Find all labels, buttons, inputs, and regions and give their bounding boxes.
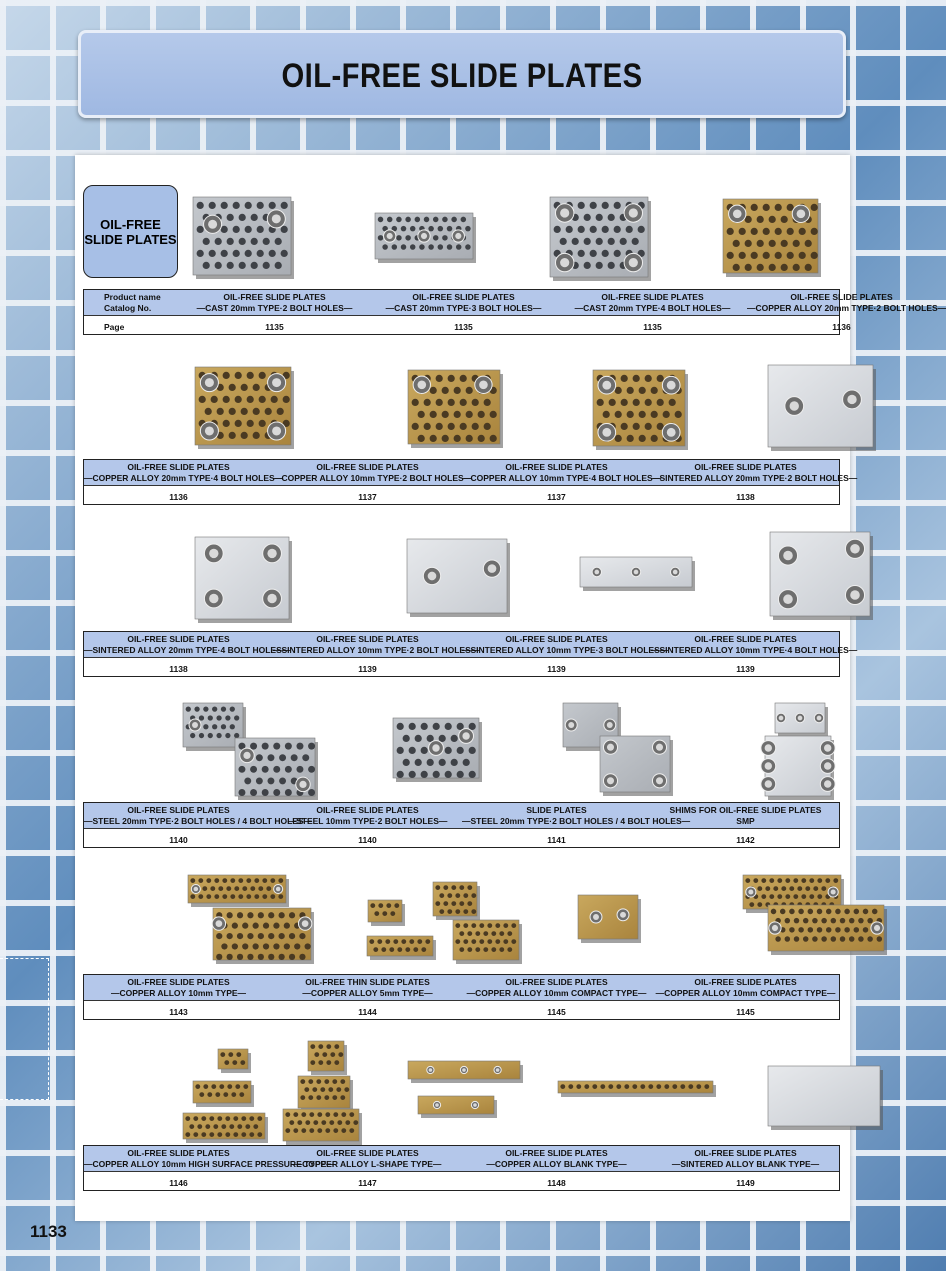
product-info-cell[interactable]: [84, 632, 291, 678]
sintered-blank-image[interactable]: [703, 1041, 893, 1141]
copper-thin-icon: [453, 920, 522, 964]
shim-icon: [775, 703, 828, 737]
product-info-cell[interactable]: [462, 1146, 651, 1192]
steel-plates-pair-image[interactable]: [173, 698, 363, 798]
copper-plate-icon: [195, 367, 294, 449]
shim-icon: [761, 736, 835, 800]
product-spec: —SINTERED ALLOY 10mm TYPE·3 BOLT HOLES—: [462, 645, 669, 655]
product-spec: —COPPER ALLOY 10mm COMPACT TYPE—: [466, 988, 647, 998]
product-info-cell[interactable]: [180, 290, 369, 336]
product-spec: —COPPER ALLOY 10mm HIGH SURFACE PRESSURE TYPE—: [84, 1159, 335, 1169]
product-spec: —COPPER ALLOY BLANK TYPE—: [486, 1159, 627, 1169]
product-page: 1137: [547, 492, 566, 502]
product-info-cell[interactable]: [462, 460, 662, 506]
copper-hp-icon: [308, 1041, 347, 1075]
product-info-cell[interactable]: [651, 803, 840, 849]
copper-compact-pair-image[interactable]: [703, 870, 893, 970]
copper-plate-icon: [723, 199, 821, 277]
product-page: 1138: [736, 492, 755, 502]
product-page: 1144: [358, 1007, 377, 1017]
product-spec: —COPPER ALLOY L-SHAPE TYPE—: [293, 1159, 442, 1169]
catalog-panel: [75, 155, 946, 1221]
margin-dashed-frame: [0, 958, 49, 1100]
product-page: 1138: [169, 664, 188, 674]
category-label-line1: OIL-FREE: [100, 216, 161, 232]
product-page: 1140: [169, 835, 188, 845]
info-header-labels: [84, 290, 180, 336]
copper-10mm-pair-image[interactable]: [173, 870, 363, 970]
product-page: 1141: [547, 835, 566, 845]
copper-plate-icon: [408, 370, 503, 448]
sintered-plate-icon: [195, 537, 292, 623]
product-page: 1139: [736, 664, 755, 674]
product-name: OIL-FREE SLIDE PLATES: [694, 634, 797, 644]
product-info-cell[interactable]: [273, 460, 473, 506]
product-page: 1147: [358, 1178, 377, 1188]
steel-slide-plates-pair-image[interactable]: [538, 698, 728, 798]
page-number: 1133: [30, 1222, 67, 1241]
product-info-cell[interactable]: [558, 290, 747, 336]
product-images: [83, 527, 840, 627]
copper-thin-set-image[interactable]: [363, 870, 553, 970]
copper-plate-10mm-2-holes-image[interactable]: [363, 355, 553, 455]
product-page: 1137: [358, 492, 377, 502]
product-spec: —COPPER ALLOY 10mm TYPE·2 BOLT HOLES—: [273, 473, 473, 483]
product-info-cell[interactable]: [273, 632, 480, 678]
product-name: OIL-FREE SLIDE PLATES: [694, 977, 797, 987]
product-info-cell[interactable]: [273, 1146, 462, 1192]
product-name: OIL-FREE SLIDE PLATES: [505, 977, 608, 987]
product-name-label: Product name: [104, 292, 161, 302]
product-spec: —STEEL 20mm TYPE·2 BOLT HOLES / 4 BOLT HOLES—: [84, 816, 313, 826]
sintered-plate-icon: [768, 365, 876, 451]
product-name: OIL-FREE THIN SLIDE PLATES: [305, 977, 430, 987]
copper-plate-10mm-4-holes-image[interactable]: [538, 355, 728, 455]
cast-plate-2-holes-image[interactable]: [173, 185, 363, 285]
copper-plate-icon: [188, 875, 289, 907]
product-images: [83, 355, 840, 455]
product-name: OIL-FREE SLIDE PLATES: [316, 634, 419, 644]
copper-blank-strip-image[interactable]: [538, 1041, 728, 1141]
product-name: OIL-FREE SLIDE PLATES: [505, 1148, 608, 1158]
product-page: 1136: [169, 492, 188, 502]
sintered-plate-4-holes-image[interactable]: [173, 527, 363, 627]
product-spec: —STEEL 10mm TYPE·2 BOLT HOLES—: [287, 816, 448, 826]
product-info-cell[interactable]: [462, 632, 669, 678]
product-info-cell[interactable]: [84, 460, 284, 506]
product-info-band: [83, 1145, 840, 1191]
page-label: Page: [104, 322, 125, 332]
product-name: OIL-FREE SLIDE PLATES: [127, 1148, 230, 1158]
product-info-band: [83, 631, 858, 677]
sintered-plate-icon: [407, 539, 510, 617]
product-spec: —SINTERED ALLOY 20mm TYPE·2 BOLT HOLES—: [651, 473, 858, 483]
product-spec: —SINTERED ALLOY 10mm TYPE·4 BOLT HOLES—: [651, 645, 858, 655]
product-name: OIL-FREE SLIDE PLATES: [223, 292, 326, 302]
product-page: 1142: [736, 835, 755, 845]
product-name: OIL-FREE SLIDE PLATES: [316, 805, 419, 815]
product-spec: —COPPER ALLOY 20mm TYPE·4 BOLT HOLES—: [84, 473, 284, 483]
copper-high-pressure-set-image[interactable]: [173, 1041, 363, 1141]
product-images: [83, 185, 840, 285]
copper-plate-icon: [593, 370, 688, 450]
copper-l-icon: [418, 1096, 497, 1118]
copper-hp-icon: [193, 1081, 254, 1107]
steel-plate-icon: [235, 738, 318, 800]
cast-plate-icon: [193, 197, 294, 279]
product-info-cell[interactable]: [84, 1146, 335, 1192]
product-info-cell[interactable]: [462, 803, 691, 849]
product-spec: —SINTERED ALLOY 20mm TYPE·4 BOLT HOLES—: [84, 645, 291, 655]
product-name: OIL-FREE SLIDE PLATES: [601, 292, 704, 302]
product-page: 1149: [736, 1178, 755, 1188]
copper-compact-icon: [578, 895, 641, 943]
copper-plate-4-holes-image[interactable]: [173, 355, 363, 455]
copper-plate-icon: [212, 908, 314, 964]
title-banner: [78, 30, 846, 118]
product-spec: —COPPER ALLOY 10mm TYPE·4 BOLT HOLES—: [462, 473, 662, 483]
sintered-plate-10mm-4-holes-image[interactable]: [703, 527, 893, 627]
sintered-plate-2-holes-image[interactable]: [703, 355, 893, 455]
product-info-band: [83, 289, 946, 335]
product-page: 1145: [736, 1007, 755, 1017]
product-info-cell[interactable]: [651, 632, 858, 678]
product-info-cell[interactable]: [273, 803, 462, 849]
copper-l-shape-image[interactable]: [363, 1041, 553, 1141]
copper-thin-icon: [433, 882, 480, 920]
product-info-cell[interactable]: [651, 460, 858, 506]
product-info-band: [83, 802, 840, 848]
product-name: OIL-FREE SLIDE PLATES: [316, 1148, 419, 1158]
sintered-plate-10mm-2-holes-image[interactable]: [363, 527, 553, 627]
product-info-band: [83, 974, 840, 1020]
product-spec: —CAST 20mm TYPE·4 BOLT HOLES—: [574, 303, 731, 313]
product-name: OIL-FREE SLIDE PLATES: [412, 292, 515, 302]
product-name: OIL-FREE SLIDE PLATES: [316, 462, 419, 472]
category-label-line2: SLIDE PLATES: [84, 231, 177, 247]
product-name: OIL-FREE SLIDE PLATES: [127, 805, 230, 815]
product-name: OIL-FREE SLIDE PLATES: [127, 462, 230, 472]
product-name: OIL-FREE SLIDE PLATES: [127, 634, 230, 644]
product-info-cell[interactable]: [84, 803, 313, 849]
product-spec: —COPPER ALLOY 10mm COMPACT TYPE—: [655, 988, 836, 998]
shims-image[interactable]: [703, 698, 893, 798]
cast-plate-3-holes-image[interactable]: [363, 185, 553, 285]
product-page: 1139: [547, 664, 566, 674]
product-spec: —COPPER ALLOY 5mm TYPE—: [302, 988, 433, 998]
product-info-cell[interactable]: [84, 975, 273, 1021]
product-spec: —COPPER ALLOY 10mm TYPE—: [110, 988, 247, 998]
product-images: [83, 870, 840, 970]
product-page: 1135: [643, 322, 662, 332]
catalog-no-label: Catalog No.: [104, 303, 152, 313]
product-name: OIL-FREE SLIDE PLATES: [505, 462, 608, 472]
copper-l-icon: [408, 1061, 523, 1083]
steel-plate-10mm-image[interactable]: [363, 698, 553, 798]
product-name: OIL-FREE SLIDE PLATES: [790, 292, 893, 302]
product-name: OIL-FREE SLIDE PLATES: [505, 634, 608, 644]
product-page: 1146: [169, 1178, 188, 1188]
product-info-cell[interactable]: [273, 975, 462, 1021]
product-spec: —SINTERED ALLOY 10mm TYPE·2 BOLT HOLES—: [273, 645, 480, 655]
product-name: OIL-FREE SLIDE PLATES: [694, 462, 797, 472]
product-page: 1148: [547, 1178, 566, 1188]
sintered-blank-icon: [768, 1066, 883, 1130]
product-page: 1135: [454, 322, 473, 332]
copper-blank-icon: [558, 1081, 716, 1097]
product-name: SLIDE PLATES: [526, 805, 587, 815]
cast-plate-icon: [375, 213, 476, 263]
steel-plate-icon: [393, 718, 482, 782]
product-images: [83, 698, 840, 798]
cast-plate-icon: [550, 197, 651, 281]
product-page: 1143: [169, 1007, 188, 1017]
product-page: 1140: [358, 835, 377, 845]
product-page: 1145: [547, 1007, 566, 1017]
product-spec: —CAST 20mm TYPE·2 BOLT HOLES—: [196, 303, 353, 313]
page-title: OIL-FREE SLIDE PLATES: [281, 57, 643, 95]
copper-thin-icon: [368, 900, 405, 926]
cast-plate-4-holes-image[interactable]: [538, 185, 728, 285]
product-name: OIL-FREE SLIDE PLATES: [694, 1148, 797, 1158]
product-name: SHIMS FOR OIL-FREE SLIDE PLATES: [669, 805, 822, 815]
product-info-cell[interactable]: [369, 290, 558, 336]
product-name: OIL-FREE SLIDE PLATES: [127, 977, 230, 987]
copper-hp-icon: [298, 1076, 353, 1112]
product-info-cell[interactable]: [462, 975, 651, 1021]
product-page: 1135: [265, 322, 284, 332]
product-spec: —SINTERED ALLOY BLANK TYPE—: [671, 1159, 820, 1169]
product-spec: SMP: [736, 816, 755, 826]
sintered-strip-3-holes-image[interactable]: [538, 527, 728, 627]
product-page: 1139: [358, 664, 377, 674]
copper-thin-icon: [367, 936, 436, 960]
copper-hp-icon: [183, 1113, 268, 1143]
copper-plate-2-holes-image[interactable]: [703, 185, 893, 285]
product-info-cell[interactable]: [651, 1146, 840, 1192]
copper-hp-icon: [283, 1109, 362, 1145]
product-info-cell[interactable]: [651, 975, 840, 1021]
steel-plate-icon: [600, 736, 673, 796]
product-images: [83, 1041, 840, 1141]
product-info-band: [83, 459, 858, 505]
sintered-plate-icon: [770, 532, 873, 620]
product-spec: —STEEL 20mm TYPE·2 BOLT HOLES / 4 BOLT HOLES—: [462, 816, 691, 826]
copper-hp-icon: [218, 1049, 251, 1073]
product-spec: —CAST 20mm TYPE·3 BOLT HOLES—: [385, 303, 542, 313]
copper-compact-block-image[interactable]: [538, 870, 728, 970]
product-page: 1136: [832, 322, 851, 332]
sintered-strip-icon: [580, 557, 695, 591]
copper-plate-icon: [768, 905, 887, 955]
product-spec: —COPPER ALLOY 20mm TYPE·2 BOLT HOLES—: [747, 303, 946, 313]
product-info-cell[interactable]: [747, 290, 946, 336]
